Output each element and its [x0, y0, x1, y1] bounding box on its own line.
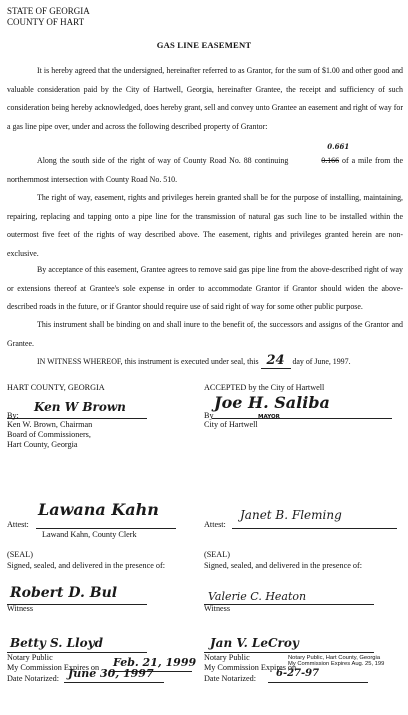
paragraph-grant: It is hereby agreed that the undersigned, hereinafter referred to as Grantor, for the sum of $1.00 and other good and valuable consideration paid by the City of Hartwell, Georgia, hereinafter Grantee, the receipt and sufficiency of such consideration being hereby acknowledged, does hereby grant, sell and convey unto Grantee an easement and right of way for a gas line pipe over, under and across the following described property of Grantor: [7, 66, 403, 131]
city-clerk-signature: Janet B. Fleming [240, 508, 342, 522]
handwritten-distance: 0.661 [327, 142, 350, 151]
witness-whereof-end: day of June, 1997. [290, 357, 351, 366]
left-heading: HART COUNTY, GEORGIA [7, 383, 105, 392]
right-heading: ACCEPTED by the City of Hartwell [204, 383, 325, 392]
right-seal: (SEAL) [204, 550, 230, 559]
chairman-signature: Ken W Brown [34, 400, 126, 414]
right-notarized-line [268, 682, 368, 683]
left-commission-label: My Commission Expires on [7, 663, 100, 672]
city-label: City of Hartwell [204, 420, 258, 429]
state-line: STATE OF GEORGIA [7, 6, 90, 16]
left-notarized-label: Date Notarized: [7, 674, 60, 683]
notary-stamp [288, 655, 384, 668]
notary-stamp-line2: My Commission Expires Aug. 25, 199 [288, 661, 385, 668]
right-witness-signature: Valerie C. Heaton [208, 590, 307, 603]
struck-distance: 0.166 [321, 156, 340, 165]
right-notary-label: Notary Public [204, 653, 250, 662]
right-witness-label: Witness [204, 604, 231, 613]
clerk-signature-line [36, 528, 176, 529]
paragraph-witness-whereof [7, 353, 403, 372]
mayor-title: MAYOR [258, 414, 280, 420]
left-notary-signature: Betty S. Lloyd [10, 636, 103, 650]
left-county-label: Hart County, Georgia [7, 440, 78, 449]
right-signed-delivered: Signed, sealed, and delivered in the presence of: [204, 561, 363, 570]
notary-stamp-line1: Notary Public, Hart County, Georgia [288, 655, 381, 661]
mayor-signature-line [212, 418, 392, 419]
chairman-signature-line [7, 418, 147, 419]
paragraph-binding: This instrument shall be binding on and shall inure to the benefit of, the successors and assigns of the Grantor and Grantee. [7, 320, 403, 348]
board-label: Board of Commissioners, [7, 430, 91, 439]
execution-day: 24 [266, 353, 285, 368]
right-attest-label: Attest: [204, 520, 226, 529]
left-attest-label: Attest: [7, 520, 29, 529]
witness-whereof-start: IN WITNESS WHEREOF, this instrument is executed under seal, this [37, 357, 261, 366]
right-notary-signature: Jan V. LeCroy [210, 636, 299, 650]
right-notarized-label: Date Notarized: [204, 674, 257, 683]
location-text-start: Along the south side of the right of way of County Road No. 88 continuing [37, 156, 292, 165]
city-clerk-signature-line [232, 528, 397, 529]
left-commission-date: Feb. 21, 1999 [113, 656, 197, 669]
county-line: COUNTY OF HART [7, 17, 85, 27]
left-notarized-date: June 30, 1997 [68, 667, 154, 680]
execution-day-field [261, 355, 291, 369]
right-notarized-date: 6-27-97 [276, 668, 320, 679]
left-notarized-line [64, 682, 164, 683]
left-witness-label: Witness [7, 604, 34, 613]
left-notary-label: Notary Public [7, 653, 53, 662]
distance-correction [291, 142, 350, 171]
mayor-signature: Joe H. Saliba [214, 393, 330, 412]
document-title: GAS LINE EASEMENT [156, 40, 252, 50]
left-by-label: By: [7, 411, 19, 420]
clerk-name: Lawand Kahn, County Clerk [42, 530, 137, 539]
chairman-name: Ken W. Brown, Chairman [7, 420, 93, 429]
right-commission-label: My Commission Expires on [204, 663, 297, 672]
paragraph-purpose: The right of way, easement, rights and privileges herein granted shall be for the purpose of installing, maintaining, repairing, replacing and tapping onto a pipe line for the transmission of natural gas such line to be installed within the outermost five feet of the rights of way described above. The easement, rights and privileges granted herein are non-exclusive. [7, 193, 403, 258]
clerk-signature: Lawana Kahn [38, 500, 159, 519]
location-text-end: of a mile from the northernmost intersection with County Road No. 510. [7, 156, 403, 184]
paragraph-removal: By acceptance of this easement, Grantee agrees to remove said gas pipe line from the above-described right of way or extensions thereof at Grantee's sole expense in order to accommodate Grantor if Grantor should widen the above-described roads in the future, or if Grantor should require use of said right of way for some other public purpose. [7, 265, 403, 311]
left-witness-signature: Robert D. Bul [10, 585, 118, 601]
left-signed-delivered: Signed, sealed, and delivered in the presence of: [7, 561, 166, 570]
paragraph-location [7, 142, 403, 189]
left-seal: (SEAL) [7, 550, 33, 559]
right-by-label: By [204, 411, 214, 420]
